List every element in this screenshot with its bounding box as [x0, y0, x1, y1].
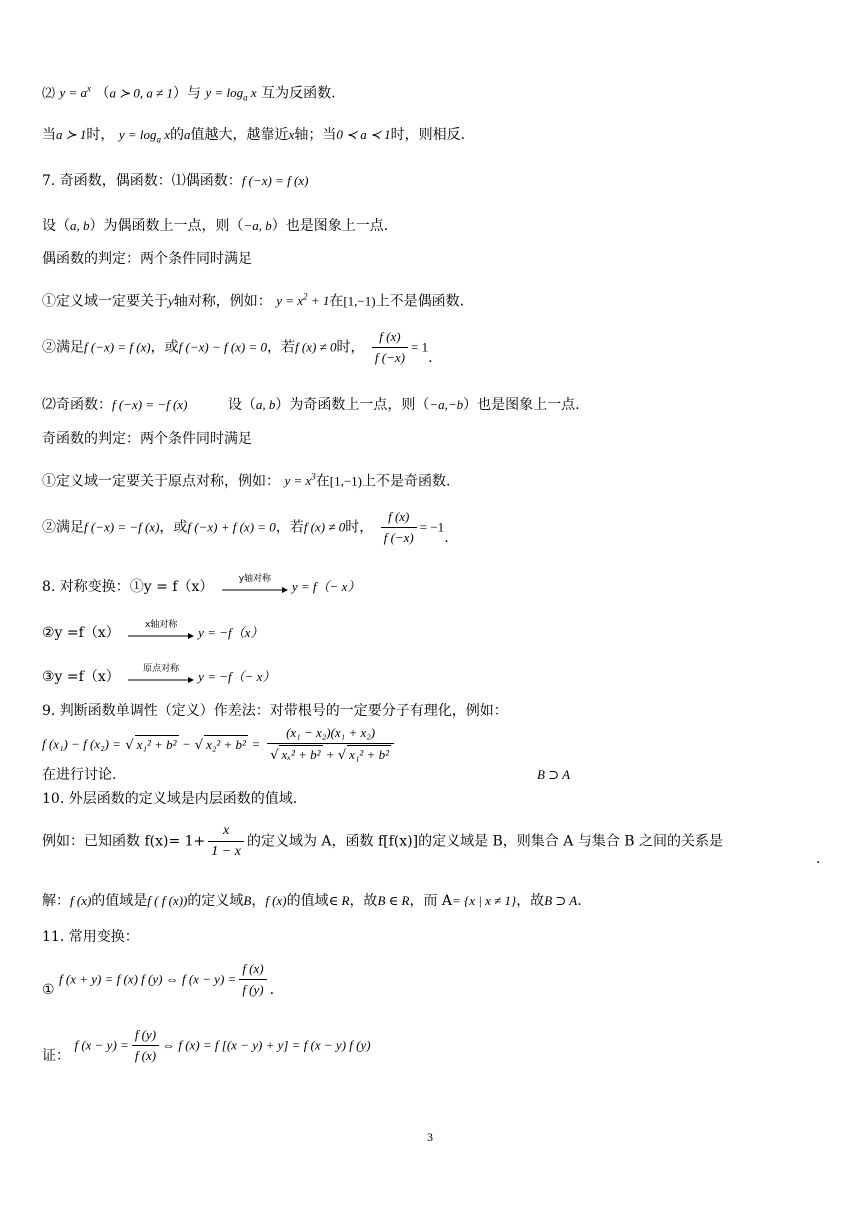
- denominator: 1 − x: [211, 844, 241, 859]
- text: 在进行讨论.: [42, 767, 117, 783]
- text: 8. 对称变换：①y = f（x）: [42, 579, 214, 595]
- sqrt-term: [125, 737, 178, 752]
- numerator: x: [208, 822, 244, 842]
- numerator: f (y): [132, 1026, 159, 1046]
- arrow-label: 原点对称: [143, 664, 180, 674]
- text: 例如：已知函数 f(x)= 1+: [42, 833, 206, 850]
- text: ②满足: [42, 339, 84, 356]
- text: ）也是图象上一点.: [463, 397, 580, 413]
- text: 轴；当: [294, 127, 337, 143]
- text: ⑵奇函数：: [42, 397, 112, 413]
- heading-odd-even: [42, 172, 308, 190]
- operator: =: [252, 736, 260, 752]
- text: ①定义域一定要关于: [42, 293, 168, 310]
- text: ，故: [516, 893, 545, 909]
- text: 上不是奇函数.: [362, 473, 451, 490]
- numerator: (x₁ − x₂)(x₁ + x₂): [267, 724, 394, 744]
- fraction: [132, 1026, 159, 1065]
- text: .: [444, 530, 449, 546]
- formula-rationalize: [42, 724, 397, 765]
- denominator: [267, 744, 394, 765]
- text: 时，则相反.: [390, 127, 466, 143]
- text: .: [428, 350, 433, 366]
- text: ，若: [275, 519, 304, 536]
- text: ②y =f（x）: [42, 625, 120, 641]
- heading-monotonicity: [42, 702, 508, 720]
- formula: f (−x) = −f (x): [84, 519, 160, 535]
- formula-example: [284, 473, 315, 488]
- arrow-label: x轴对称: [145, 620, 178, 630]
- text: ②满足: [42, 519, 84, 536]
- denominator: f (x): [134, 1048, 157, 1063]
- fraction: [381, 508, 417, 547]
- formula: B: [243, 893, 252, 908]
- line-odd-criteria: [42, 430, 252, 448]
- formula: f (x): [265, 893, 287, 908]
- line-example: [42, 822, 723, 861]
- line-even-domain: [42, 288, 464, 310]
- formula-example: [276, 293, 329, 308]
- transform-arrow: [128, 664, 194, 684]
- text: 互为反函数.: [261, 85, 336, 102]
- formula: = −1: [419, 519, 445, 535]
- text: 11. 常用变换：: [42, 929, 139, 945]
- text: 的: [170, 127, 185, 143]
- text: .: [577, 893, 582, 909]
- line-log-behavior: [42, 126, 465, 149]
- text: ，或: [159, 519, 188, 536]
- formula: a, b: [255, 397, 276, 412]
- text: 上不是偶函数.: [375, 293, 465, 310]
- heading-outer-domain: [42, 790, 297, 808]
- radicand: x₂² + b²: [206, 736, 246, 752]
- text: 的定义域: [187, 893, 244, 909]
- formula: f (x + y) = f (x) f (y) ⇔ f (x − y) =: [59, 971, 237, 987]
- formula: ∈ R: [328, 893, 350, 908]
- radicand: x₁² + b²: [136, 736, 177, 752]
- blank-end: .: [816, 851, 821, 867]
- heading-common-transform: [42, 928, 139, 946]
- denominator: f (−x): [383, 530, 414, 545]
- text: 9. 判断函数单调性（定义）作差法：对带根号的一定要分子有理化，例如：: [42, 703, 508, 719]
- formula: f (−x) − f (x) = 0: [178, 339, 268, 355]
- formula-text: x: [250, 85, 257, 101]
- formula: 0 ≺ a ≺ 1: [336, 127, 391, 142]
- text: ）也是图象上一点.: [271, 218, 389, 234]
- radicand: x₁² + b²: [349, 747, 389, 762]
- text: ）为奇函数上一点，则（: [275, 397, 430, 413]
- denominator: f (−x): [374, 350, 405, 365]
- radicand: xₓ² + b²: [281, 747, 321, 762]
- text: 时，: [345, 519, 374, 536]
- line-even-criteria: [42, 250, 252, 268]
- formula: f (−x) + f (x) = 0: [187, 519, 276, 535]
- formula: B ⊃ A: [544, 893, 578, 908]
- formula-log: [205, 85, 257, 103]
- numerator: f (x): [239, 960, 266, 980]
- text: ，而 A: [409, 893, 453, 909]
- formula-log: [118, 127, 171, 145]
- formula-sup: x: [87, 84, 92, 94]
- line-transform-1: [42, 960, 274, 999]
- text: ）为偶函数上一点，则（: [89, 218, 244, 234]
- line-proof: [42, 1026, 371, 1065]
- formula: B ∈ R: [377, 893, 410, 908]
- formula-text: x: [164, 127, 171, 142]
- sqrt-icon: √: [270, 748, 279, 763]
- text: 奇函数的判定：两个条件同时满足: [42, 431, 252, 447]
- line-inverse-functions: [42, 80, 336, 107]
- text: 轴对称，例如：: [173, 293, 272, 310]
- arrow-icon: [128, 676, 194, 684]
- formula: = 1: [410, 339, 429, 355]
- line-symmetry-x: [42, 620, 264, 642]
- sqrt-icon: √: [337, 748, 347, 763]
- text: 解：: [42, 893, 70, 909]
- line-odd-domain: [42, 468, 450, 490]
- text: 10. 外层函数的定义域是内层函数的值域.: [42, 791, 298, 807]
- text: 设（: [42, 218, 70, 234]
- text: 的定义域为 A，函数 f[f(x)]的定义域是 B，则集合 A 与集合 B 之间的关系是: [246, 833, 724, 850]
- formula-sup: 3: [311, 472, 316, 482]
- text: 在: [315, 473, 330, 490]
- formula-condition: a ≻ 0, a ≠ 1: [109, 85, 173, 101]
- formula-interval: [1,−1): [343, 293, 376, 309]
- transform-arrow: [128, 620, 194, 640]
- text: 值越大，越靠近: [190, 127, 289, 143]
- answer-note: B ⊃ A: [537, 767, 571, 782]
- line-even-condition: [42, 328, 433, 367]
- line-even-point: [42, 217, 388, 235]
- line-discuss: [42, 766, 116, 784]
- formula-exp: [59, 85, 91, 100]
- formula: a: [184, 127, 191, 142]
- formula: f ( f (x)): [147, 893, 188, 908]
- formula: f (x₁) − f (x₂) =: [42, 736, 121, 752]
- formula: y = −f（− x）: [198, 669, 276, 684]
- fraction: [239, 960, 266, 999]
- operator: +: [325, 747, 335, 762]
- line-odd-condition: [42, 508, 449, 547]
- text: 当: [42, 127, 56, 143]
- fraction: [208, 822, 244, 861]
- line-symmetry-origin: [42, 664, 276, 686]
- denominator: f (y): [242, 982, 264, 997]
- formula-even: f (−x) = f (x): [241, 173, 309, 188]
- formula-set: = {x | x ≠ 1}: [452, 893, 517, 908]
- text: ①定义域一定要关于原点对称，例如：: [42, 473, 280, 490]
- formula-text: y = log: [118, 127, 157, 142]
- arrow-icon: [128, 632, 194, 640]
- formula-interval: [1,−1): [329, 473, 363, 489]
- formula: f (x) ≠ 0: [295, 339, 337, 355]
- line-symmetry-y: [42, 574, 361, 596]
- sqrt-icon: √: [194, 737, 204, 753]
- formula: −a, b: [243, 218, 272, 233]
- sqrt-icon: √: [125, 737, 134, 753]
- text: ，: [251, 893, 266, 909]
- formula: x: [288, 127, 295, 142]
- heading-odd-function: [42, 396, 580, 414]
- arrow-label: y轴对称: [238, 574, 272, 584]
- fraction: [267, 724, 394, 765]
- formula: −a,−b: [429, 397, 464, 412]
- text: 的值域: [286, 893, 329, 909]
- line-solution: [42, 892, 582, 910]
- formula-text: y = log: [205, 85, 244, 101]
- text: （: [95, 85, 110, 102]
- text: 证：: [42, 1048, 70, 1064]
- text: ，若: [267, 339, 296, 356]
- arrow-icon: [222, 586, 288, 594]
- item-marker: ①: [42, 982, 55, 998]
- formula: y = f（− x）: [291, 579, 361, 594]
- numerator: f (x): [372, 328, 408, 348]
- fraction: [372, 328, 408, 367]
- sqrt-term: [195, 737, 248, 752]
- formula: y: [168, 293, 174, 309]
- text: 设（: [227, 397, 256, 413]
- formula: y = −f（x）: [198, 625, 264, 640]
- text: ③y =f（x）: [42, 669, 120, 685]
- formula: f (x): [70, 893, 92, 908]
- item-number: ⑵: [42, 85, 56, 101]
- formula: a, b: [70, 218, 90, 233]
- operator: −: [182, 736, 191, 752]
- text: 时，: [86, 127, 115, 143]
- text: 的值域是: [91, 893, 148, 909]
- formula: ⇔ f (x) = f [(x − y) + y] = f (x − y) f (y): [162, 1037, 371, 1053]
- text: 7. 奇函数，偶函数：⑴偶函数：: [42, 173, 242, 189]
- formula-odd: f (−x) = −f (x): [112, 397, 188, 412]
- page-number: 3: [427, 1130, 433, 1144]
- text: ，或: [150, 339, 179, 356]
- formula-text: + 1: [307, 293, 330, 309]
- formula-text: y = x: [276, 293, 304, 309]
- formula: f (−x) = f (x): [84, 339, 151, 355]
- text: 时，: [336, 339, 365, 356]
- formula-sub: a: [156, 134, 162, 145]
- text: ）与: [173, 85, 201, 102]
- transform-arrow: [222, 574, 288, 594]
- text: 偶函数的判定：两个条件同时满足: [42, 251, 252, 267]
- text: .: [269, 982, 275, 998]
- formula: a ≻ 1: [56, 127, 87, 142]
- formula-text: y = a: [59, 85, 88, 101]
- text: 在: [329, 293, 344, 310]
- formula: f (x − y) =: [74, 1037, 129, 1053]
- text: ，故: [349, 893, 378, 909]
- formula: f (x) ≠ 0: [303, 519, 346, 535]
- numerator: f (x): [381, 508, 417, 528]
- formula-text: y = x: [284, 473, 312, 489]
- formula-sup: 2: [303, 292, 308, 302]
- formula-sub: a: [243, 92, 248, 103]
